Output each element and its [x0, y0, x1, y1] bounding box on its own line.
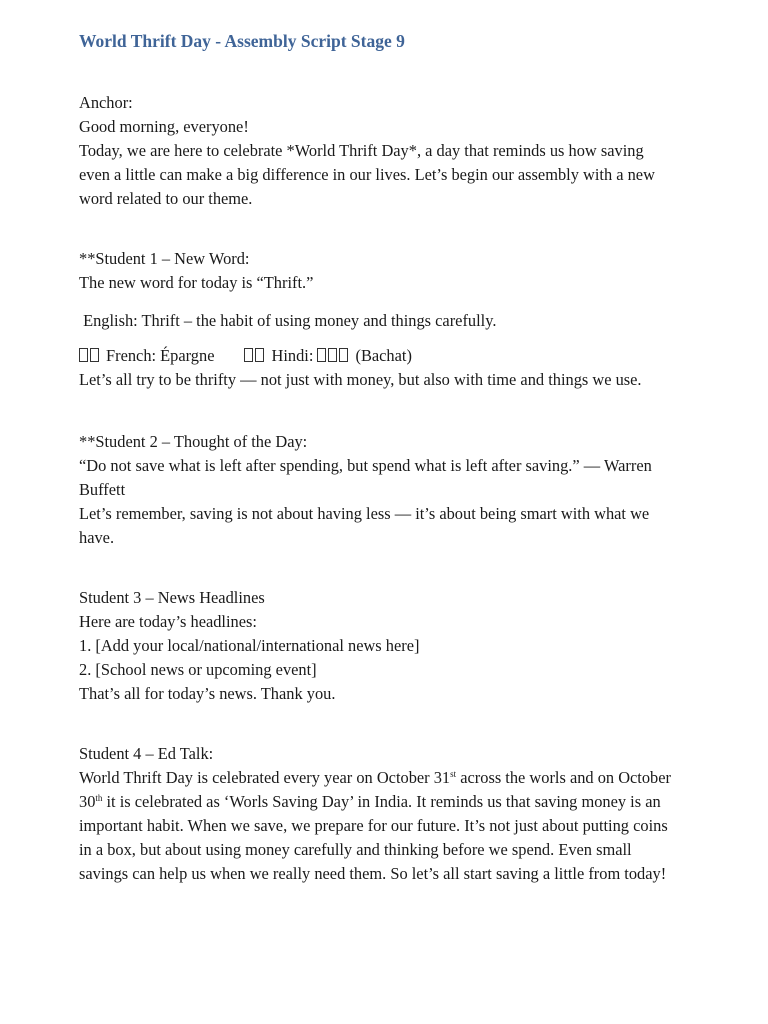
anchor-greeting: Good morning, everyone! — [79, 117, 249, 136]
student1-hindi-translit: (Bachat) — [355, 346, 412, 365]
student1-closing: Let’s all try to be thrifty — not just with money, but also with time and things we use. — [79, 370, 642, 389]
anchor-line: word related to our theme. — [79, 189, 253, 208]
student4-section — [79, 742, 729, 886]
student2-line: Buffett — [79, 480, 126, 499]
student2-line: “Do not save what is left after spending, but spend what is left after saving.” — Warren — [79, 456, 652, 475]
document-title: World Thrift Day - Assembly Script Stage 9 — [79, 31, 405, 51]
hindi-script-icon — [317, 344, 350, 368]
student2-section — [79, 430, 729, 550]
student1-english-block — [79, 309, 729, 333]
anchor-line: even a little can make a big difference in our lives. Let’s begin our assembly with a new — [79, 165, 655, 184]
student2-line: Let’s remember, saving is not about having less — it’s about being smart with what we — [79, 504, 650, 523]
student3-line: 1. [Add your local/national/international news here] — [79, 636, 420, 655]
student2-line: have. — [79, 528, 115, 547]
student4-line2-part-a: 30 — [79, 792, 96, 811]
student1-languages-block — [79, 344, 729, 392]
student1-hindi: Hindi: — [271, 346, 314, 365]
student2-heading: **Student 2 – Thought of the Day: — [79, 432, 308, 451]
student4-line1-part-b: across the worls and on October — [456, 768, 671, 787]
student1-french: French: Épargne — [106, 346, 215, 365]
student4-line1-sup: st — [450, 769, 457, 779]
student3-line: That’s all for today’s news. Thank you. — [79, 684, 336, 703]
student4-line — [79, 766, 729, 790]
student1-intro: The new word for today is “Thrift.” — [79, 273, 314, 292]
student4-line: in a box, but about using money carefully and thinking before we spend. Even small — [79, 840, 632, 859]
student4-heading: Student 4 – Ed Talk: — [79, 744, 214, 763]
student4-line2-part-b: it is celebrated as ‘Worls Saving Day’ in India. It reminds us that saving money is an — [102, 792, 661, 811]
student4-line: important habit. When we save, we prepare for our future. It’s not just about putting coins — [79, 816, 668, 835]
student1-english: English: Thrift – the habit of using money and things carefully. — [79, 311, 497, 330]
anchor-line: Today, we are here to celebrate *World Thrift Day*, a day that reminds us how saving — [79, 141, 644, 160]
india-flag-icon — [244, 344, 266, 368]
student4-line: savings can help us when we really need them. So let’s all start saving a little from today! — [79, 864, 667, 883]
student4-line2-sup: th — [95, 793, 103, 803]
student1-section — [79, 247, 729, 295]
student1-heading: **Student 1 – New Word: — [79, 249, 250, 268]
french-flag-icon — [79, 344, 101, 368]
student3-line: Here are today’s headlines: — [79, 612, 257, 631]
student3-line: 2. [School news or upcoming event] — [79, 660, 317, 679]
anchor-heading: Anchor: — [79, 93, 133, 112]
student3-section — [79, 586, 729, 706]
student4-line1-part-a: World Thrift Day is celebrated every year on October 31 — [79, 768, 451, 787]
student1-languages-line — [79, 344, 729, 368]
anchor-section — [79, 91, 729, 211]
student3-heading: Student 3 – News Headlines — [79, 588, 265, 607]
student4-line — [79, 790, 729, 814]
